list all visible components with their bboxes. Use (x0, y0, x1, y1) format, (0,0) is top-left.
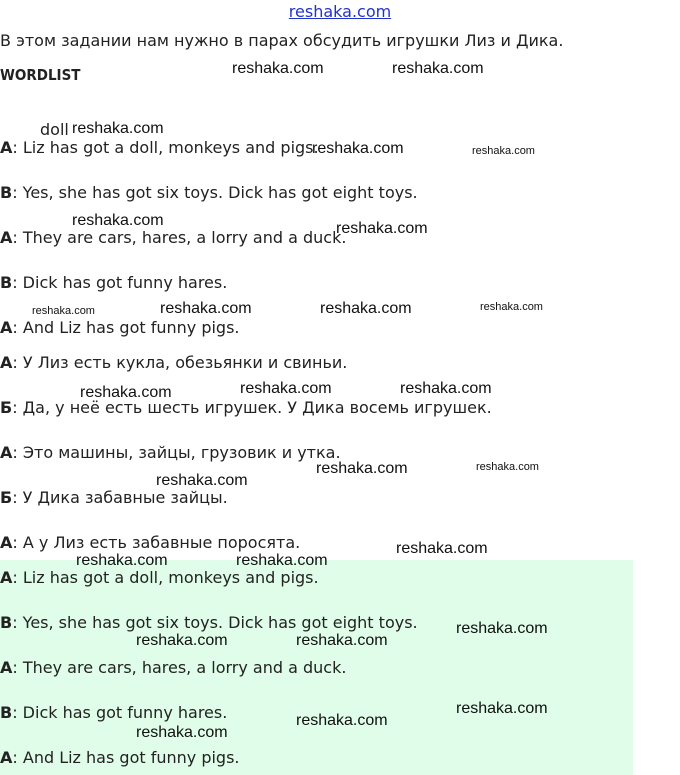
header-watermark-link[interactable]: reshaka.com (288, 2, 392, 21)
watermark: reshaka.com (472, 145, 535, 157)
intro-text: В этом задании нам нужно в парах обсудить игрушки Лиз и Дика. (0, 31, 564, 50)
speaker-label: A (0, 318, 13, 337)
dialog-text: : They are cars, hares, a lorry and a duck. (12, 658, 347, 677)
watermark: reshaka.com (160, 300, 252, 317)
dialog-line (0, 318, 240, 337)
dialog-line (0, 748, 240, 767)
dialog-text: : Liz has got a doll, monkeys and pigs. (12, 568, 319, 587)
dialog-line (0, 568, 319, 587)
dialog-line (0, 533, 300, 552)
dialog-line (0, 613, 418, 632)
dialog-line (0, 398, 492, 417)
dialog-text: : And Liz has got funny pigs. (12, 748, 240, 767)
watermark: reshaka.com (480, 301, 543, 313)
watermark: reshaka.com (156, 472, 248, 489)
watermark: reshaka.com (476, 461, 539, 473)
watermark: reshaka.com (336, 220, 428, 237)
watermark: reshaka.com (72, 120, 164, 137)
watermark: reshaka.com (80, 384, 172, 401)
speaker-label: А (0, 443, 13, 462)
speaker-label: B (0, 703, 13, 722)
watermark: reshaka.com (392, 60, 484, 77)
watermark: reshaka.com (72, 212, 164, 229)
dialog-line (0, 443, 341, 462)
dialog-text: : Yes, she has got six toys. Dick has got eight toys. (12, 183, 418, 202)
watermark: reshaka.com (316, 460, 408, 477)
watermark: reshaka.com (456, 620, 548, 637)
dialog-line (0, 228, 346, 247)
watermark: reshaka.com (232, 60, 324, 77)
dialog-text: : Это машины, зайцы, грузовик и утка. (12, 443, 341, 462)
speaker-label: B (0, 273, 13, 292)
dialog-text: : They are cars, hares, a lorry and a duck. (12, 228, 347, 247)
watermark: reshaka.com (456, 700, 548, 717)
wordlist-heading: WORDLIST (0, 66, 81, 84)
watermark: reshaka.com (396, 540, 488, 557)
speaker-label: А (0, 533, 13, 552)
watermark: reshaka.com (296, 632, 388, 649)
speaker-label: A (0, 228, 13, 247)
dialog-line (0, 273, 227, 292)
watermark: reshaka.com (76, 552, 168, 569)
dialog-text: : А у Лиз есть забавные поросята. (12, 533, 301, 552)
watermark: reshaka.com (136, 632, 228, 649)
dialog-line (0, 183, 418, 202)
speaker-label: A (0, 748, 13, 767)
dialog-line (0, 353, 347, 372)
watermark: reshaka.com (400, 380, 492, 397)
watermark: reshaka.com (32, 305, 95, 317)
dialog-text: : У Дика забавные зайцы. (12, 488, 228, 507)
dialog-line (0, 138, 319, 157)
watermark: reshaka.com (296, 712, 388, 729)
dialog-line (0, 658, 346, 677)
watermark: reshaka.com (136, 724, 228, 741)
speaker-label: А (0, 353, 13, 372)
speaker-label: A (0, 658, 13, 677)
dialog-text: : Liz has got a doll, monkeys and pigs. (12, 138, 319, 157)
speaker-label: A (0, 568, 13, 587)
dialog-line (0, 488, 228, 507)
speaker-label: Б (0, 398, 13, 417)
dialog-text: : Yes, she has got six toys. Dick has got eight toys. (12, 613, 418, 632)
dialog-text: : Да, у неё есть шесть игрушек. У Дика восемь игрушек. (12, 398, 492, 417)
watermark: reshaka.com (240, 380, 332, 397)
partial-word: doll (40, 120, 69, 139)
watermark: reshaka.com (320, 300, 412, 317)
speaker-label: B (0, 183, 13, 202)
watermark: reshaka.com (236, 552, 328, 569)
speaker-label: A (0, 138, 13, 157)
speaker-label: B (0, 613, 13, 632)
dialog-line (0, 703, 227, 722)
dialog-text: : Dick has got funny hares. (12, 273, 228, 292)
speaker-label: Б (0, 488, 13, 507)
watermark: reshaka.com (312, 140, 404, 157)
dialog-text: : У Лиз есть кукла, обезьянки и свиньи. (12, 353, 348, 372)
dialog-text: : And Liz has got funny pigs. (12, 318, 240, 337)
dialog-text: : Dick has got funny hares. (12, 703, 228, 722)
